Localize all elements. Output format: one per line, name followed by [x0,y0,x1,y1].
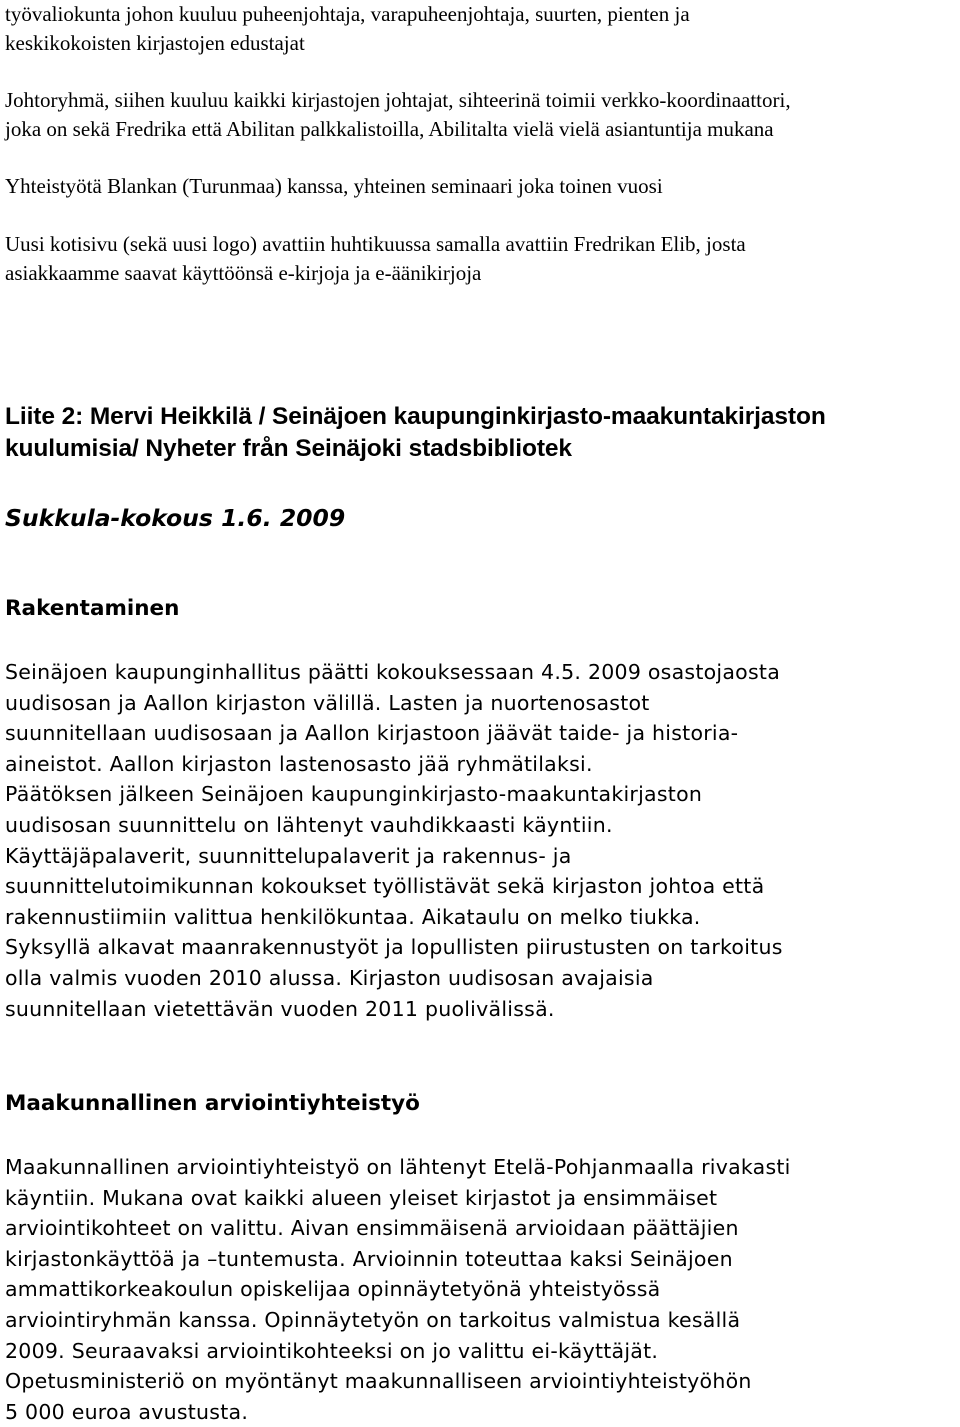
section-body-rakentaminen [5,657,957,1024]
text-line: ammattikorkeakoulun opiskelijaa opinnäytetyönä yhteistyössä [5,1277,661,1302]
intro-paragraph-cooperation [5,172,953,201]
text-line: Syksyllä alkavat maanrakennustyöt ja lopullisten piirustusten on tarkoitus [5,935,783,960]
appendix-title [5,401,955,465]
text-line: 2009. Seuraavaksi arviointikohteeksi on jo valittu ei-käyttäjät. [5,1338,659,1363]
meeting-title: Sukkula-kokous 1.6. 2009 [5,504,346,532]
intro-paragraph-committee [5,0,953,58]
text-line: työvaliokunta johon kuuluu puheenjohtaja, varapuheenjohtaja, suurten, pienten ja [5,2,690,26]
text-line: rakennustiimiin valittua henkilökuntaa. Aikataulu on melko tiukka. [5,904,701,929]
text-line: Yhteistyötä Blankan (Turunmaa) kanssa, yhteinen seminaari joka toinen vuosi [5,174,663,198]
text-line: Opetusministeriö on myöntänyt maakunnalliseen arviointiyhteistyöhön [5,1369,752,1394]
text-line: kirjastonkäyttöä ja –tuntemusta. Arvioinnin toteuttaa kaksi Seinäjoen [5,1246,733,1271]
text-line: Päätöksen jälkeen Seinäjoen kaupunginkirjasto-maakuntakirjaston [5,782,703,807]
text-line: uudisosan ja Aallon kirjaston välillä. Lasten ja nuortenosastot [5,690,650,715]
text-line: kuulumisia/ Nyheter från Seinäjoki stadsbibliotek [5,435,572,462]
intro-paragraph-website [5,230,953,288]
text-line: Käyttäjäpalaverit, suunnittelupalaverit ja rakennus- ja [5,843,572,868]
text-line: asiakkaamme saavat käyttöönsä e-kirjoja ja e-äänikirjoja [5,261,482,285]
text-line: käyntiin. Mukana ovat kaikki alueen yleiset kirjastot ja ensimmäiset [5,1185,718,1210]
section-heading-maakunnallinen: Maakunnallinen arviointiyhteistyö [5,1091,420,1116]
text-line: Maakunnallinen arviointiyhteistyö on lähtenyt Etelä-Pohjanmaalla rivakasti [5,1155,791,1179]
text-line: Seinäjoen kaupunginhallitus päätti kokouksessaan 4.5. 2009 osastojaosta [5,660,781,684]
section-heading-rakentaminen: Rakentaminen [5,596,180,621]
text-line: arviointiryhmän kanssa. Opinnäytetyön on tarkoitus valmistua kesällä [5,1307,741,1332]
text-line: keskikokoisten kirjastojen edustajat [5,31,305,55]
text-line: arviointikohteet on valittu. Aivan ensimmäisenä arvioidaan päättäjien [5,1216,739,1241]
text-line: suunnittelutoimikunnan kokoukset työllistävät sekä kirjaston johtoa että [5,874,765,899]
text-line: olla valmis vuoden 2010 alussa. Kirjaston uudisosan avajaisia [5,965,654,990]
text-line: 5 000 euroa avustusta. [5,1399,249,1424]
text-line: uudisosan suunnittelu on lähtenyt vauhdikkaasti käyntiin. [5,812,613,837]
intro-paragraph-steering-group [5,86,953,144]
text-line: joka on sekä Fredrika että Abilitan palkkalistoilla, Abilitalta vielä vielä asiantuntija mukana [5,117,774,141]
text-line: Liite 2: Mervi Heikkilä / Seinäjoen kaupunginkirjasto-maakuntakirjaston [5,403,826,430]
text-line: Johtoryhmä, siihen kuuluu kaikki kirjastojen johtajat, sihteerinä toimii verkko-koordinaattori, [5,88,791,112]
text-line: suunnitellaan vietettävän vuoden 2011 puolivälissä. [5,996,555,1021]
text-line: aineistot. Aallon kirjaston lastenosasto jää ryhmätilaksi. [5,751,593,776]
text-line: suunnitellaan uudisosaan ja Aallon kirjastoon jäävät taide- ja historia- [5,721,739,746]
section-body-maakunnallinen [5,1152,957,1427]
text-line: Uusi kotisivu (sekä uusi logo) avattiin huhtikuussa samalla avattiin Fredrikan Elib, josta [5,232,746,256]
